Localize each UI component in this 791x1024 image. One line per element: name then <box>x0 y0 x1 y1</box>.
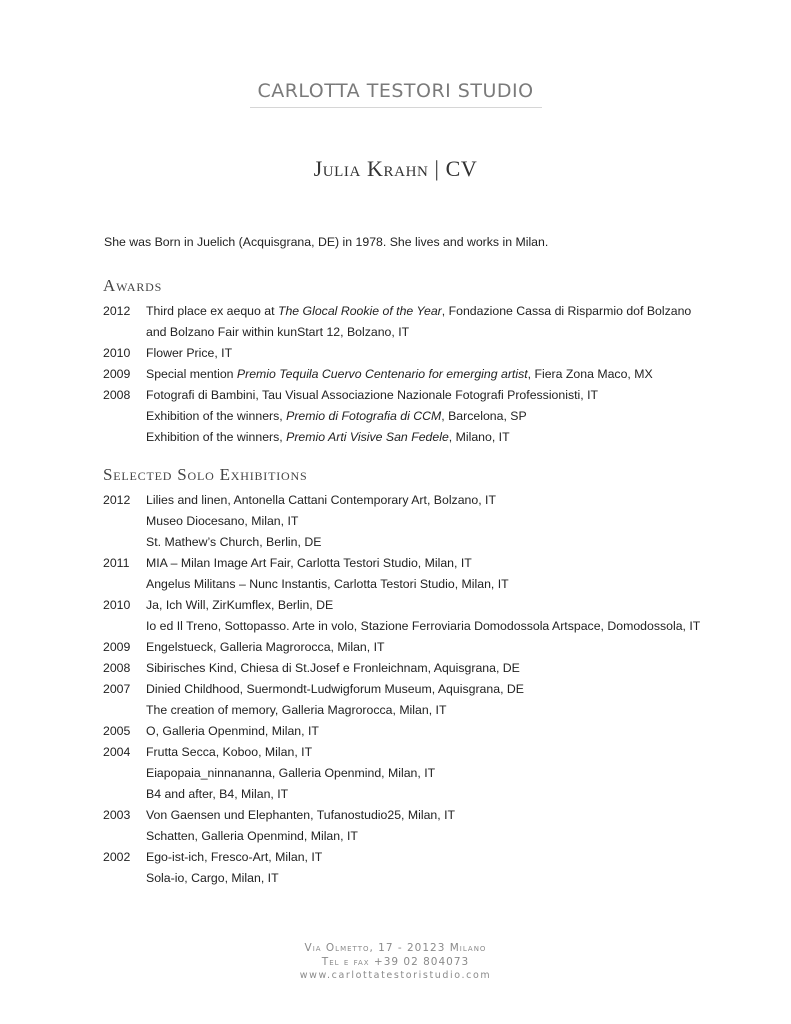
exhibition-entry <box>103 847 703 889</box>
exhibition-line: Lilies and linen, Antonella Cattani Contemporary Art, Bolzano, IT <box>146 493 496 507</box>
exhibition-line: Engelstueck, Galleria Magrorocca, Milan, IT <box>146 640 385 654</box>
awards-list <box>103 301 703 448</box>
award-entry <box>103 343 703 364</box>
awards-heading: Awards <box>103 276 163 295</box>
exhibition-line: Sola-io, Cargo, Milan, IT <box>146 871 279 885</box>
exhibition-line: Schatten, Galleria Openmind, Milan, IT <box>146 829 358 843</box>
exhibition-year: 2008 <box>103 661 131 675</box>
award-italic-title: The Glocal Rookie of the Year <box>277 304 442 318</box>
exhibition-line: Eiapopaia_ninnananna, Galleria Openmind, Milan, IT <box>146 766 436 780</box>
exhibition-line: St. Mathew’s Church, Berlin, DE <box>146 535 322 549</box>
exhibition-year: 2004 <box>103 745 131 759</box>
exhibition-year: 2011 <box>103 556 130 570</box>
award-italic-title: Premio di Fotografia di CCM <box>286 409 442 423</box>
exhibition-line: O, Galleria Openmind, Milan, IT <box>146 724 319 738</box>
award-line: Exhibition of the winners, Premio Arti Visive San Fedele, Milano, IT <box>146 430 510 444</box>
exhibition-line: Ja, Ich Will, ZirKumflex, Berlin, DE <box>146 598 334 612</box>
exhibition-entry <box>103 742 703 805</box>
award-line: Flower Price, IT <box>146 346 233 360</box>
exhibition-year: 2010 <box>103 598 131 612</box>
exhibition-line: Sibirisches Kind, Chiesa di St.Josef e Fronleichnam, Aquisgrana, DE <box>146 661 520 675</box>
exhibition-line: Von Gaensen und Elephanten, Tufanostudio25, Milan, IT <box>146 808 456 822</box>
award-entry <box>103 385 703 448</box>
award-year: 2010 <box>103 346 131 360</box>
solo-exhibitions-heading: Selected Solo Exhibitions <box>103 465 308 484</box>
award-year: 2008 <box>103 388 131 402</box>
award-entry <box>103 364 703 385</box>
exhibition-entry <box>103 805 703 847</box>
exhibition-line: Museo Diocesano, Milan, IT <box>146 514 299 528</box>
exhibition-entry <box>103 721 703 742</box>
footer-website[interactable]: www.carlottatestoristudio.com <box>299 970 492 981</box>
award-year: 2012 <box>103 304 131 318</box>
exhibition-entry <box>103 679 703 721</box>
exhibition-line: B4 and after, B4, Milan, IT <box>146 787 289 801</box>
award-line: Fotografi di Bambini, Tau Visual Associazione Nazionale Fotografi Professionisti, IT <box>146 388 599 402</box>
footer <box>0 941 791 983</box>
award-line: Exhibition of the winners, Premio di Fotografia di CCM, Barcelona, SP <box>146 409 527 423</box>
exhibition-year: 2012 <box>103 493 131 507</box>
exhibition-year: 2002 <box>103 850 131 864</box>
exhibition-entry <box>103 595 703 637</box>
exhibition-line: Dinied Childhood, Suermondt-Ludwigforum Museum, Aquisgrana, DE <box>146 682 524 696</box>
footer-address: Via Olmetto, 17 - 20123 Milano <box>304 942 487 954</box>
award-year: 2009 <box>103 367 131 381</box>
award-line: Third place ex aequo at The Glocal Rookie of the Year, Fondazione Cassa di Risparmio dof Bolzano <box>146 304 692 318</box>
solo-exhibitions-list <box>103 490 703 889</box>
exhibition-year: 2007 <box>103 682 131 696</box>
studio-name: CARLOTTA TESTORI STUDIO <box>257 80 534 102</box>
footer-phone: Tel e fax +39 02 804073 <box>321 956 470 968</box>
exhibition-entry <box>103 553 703 595</box>
award-italic-title: Premio Arti Visive San Fedele <box>286 430 449 444</box>
exhibition-line: Frutta Secca, Koboo, Milan, IT <box>146 745 313 759</box>
exhibition-line: Ego-ist-ich, Fresco-Art, Milan, IT <box>146 850 323 864</box>
award-line: Special mention Premio Tequila Cuervo Centenario for emerging artist, Fiera Zona Maco, MX <box>146 367 653 381</box>
exhibition-entry <box>103 658 703 679</box>
page-title: Julia Krahn | CV <box>313 156 478 181</box>
exhibition-year: 2005 <box>103 724 131 738</box>
award-italic-title: Premio Tequila Cuervo Centenario for emerging artist <box>236 367 528 381</box>
exhibition-year: 2009 <box>103 640 131 654</box>
exhibition-line: Angelus Militans – Nunc Instantis, Carlotta Testori Studio, Milan, IT <box>146 577 509 591</box>
exhibition-line: The creation of memory, Galleria Magrorocca, Milan, IT <box>146 703 447 717</box>
exhibition-entry <box>103 490 703 553</box>
award-entry <box>103 301 703 343</box>
award-line: and Bolzano Fair within kunStart 12, Bolzano, IT <box>146 325 410 339</box>
exhibition-line: MIA – Milan Image Art Fair, Carlotta Testori Studio, Milan, IT <box>146 556 472 570</box>
header-divider <box>250 107 542 108</box>
exhibition-year: 2003 <box>103 808 131 822</box>
intro-text: She was Born in Juelich (Acquisgrana, DE) in 1978. She lives and works in Milan. <box>104 235 549 249</box>
exhibition-entry <box>103 637 703 658</box>
exhibition-line: Io ed Il Treno, Sottopasso. Arte in volo, Stazione Ferroviaria Domodossola Artspace, Domodossola, IT <box>146 619 701 633</box>
